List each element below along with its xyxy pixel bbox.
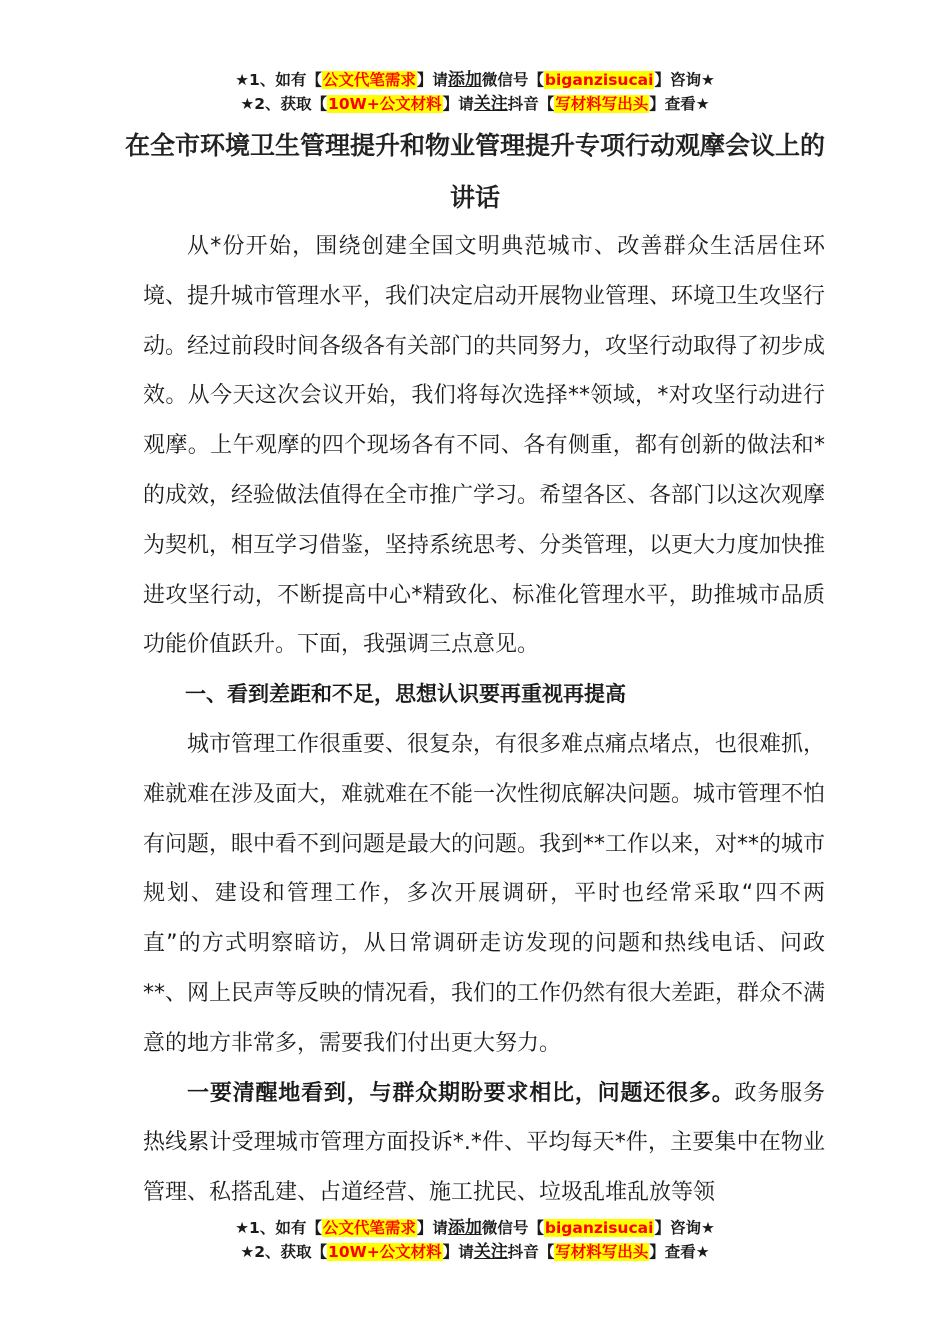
document-body xyxy=(143,222,825,1218)
promo-text: 抖音【 xyxy=(507,1243,555,1261)
promo-text: 微信号【 xyxy=(481,1219,544,1237)
promo-text: 】查看★ xyxy=(649,95,710,113)
promo-highlight: 公文代笔需求 xyxy=(322,1219,416,1237)
promo-banner-bottom xyxy=(0,1216,950,1264)
promo-highlight: 公文代笔需求 xyxy=(322,71,416,89)
promo-highlight: 10W+公文材料 xyxy=(328,1243,442,1261)
paragraph: 城市管理工作很重要、很复杂，有很多难点痛点堵点，也很难抓，难就难在涉及面大，难就难在不能一次性彻底解决问题。城市管理不怕有问题，眼中看不到问题是最大的问题。我到**工作以来，对**的城市规划、建设和管理工作，多次开展调研，平时也经常采取“四不两直”的方式明察暗访，从日常调研走访发现的问题和热线电话、问政**、网上民声等反映的情况看，我们的工作仍然有很大差距，群众不满意的地方非常多，需要我们付出更大努力。 xyxy=(143,731,826,1056)
promo-text: 微信号【 xyxy=(481,71,544,89)
paragraph-text: 政务服务热线累计受理城市管理方面投诉*.*件、平均每天*件，主要集中在物业管理、私搭乱建、占道经营、施工扰民、垃圾乱堆乱放等领 xyxy=(143,1080,825,1206)
paragraph xyxy=(143,1069,825,1218)
promo-underline: 关注 xyxy=(473,1242,508,1262)
promo-highlight: biganzisucai xyxy=(544,71,654,89)
promo-line-1 xyxy=(0,1216,950,1240)
promo-text: 】咨询★ xyxy=(654,1219,715,1237)
promo-text: ★1、如有【 xyxy=(235,1219,322,1237)
section-heading: 一、看到差距和不足，思想认识要再重视再提高 xyxy=(185,682,626,707)
promo-text: 】请 xyxy=(442,95,474,113)
paragraph-lead: 一要清醒地看到，与群众期盼要求相比，问题还很多。 xyxy=(187,1080,735,1106)
document-title: 在全市环境卫生管理提升和物业管理提升专项行动观摩会议上的讲话 xyxy=(124,131,825,212)
promo-highlight: 写材料写出头 xyxy=(555,95,649,113)
promo-text: ★2、获取【 xyxy=(240,95,328,113)
promo-line-2 xyxy=(0,1240,950,1264)
promo-text: ★1、如有【 xyxy=(235,71,322,89)
promo-banner-top xyxy=(0,68,950,116)
promo-text: 】咨询★ xyxy=(654,71,715,89)
promo-highlight: biganzisucai xyxy=(544,1219,654,1237)
promo-text: 】请 xyxy=(442,1243,474,1261)
promo-highlight: 10W+公文材料 xyxy=(328,95,442,113)
promo-text: 】请 xyxy=(416,71,448,89)
promo-underline: 关注 xyxy=(473,94,508,114)
promo-text: ★2、获取【 xyxy=(240,1243,328,1261)
promo-text: 】查看★ xyxy=(649,1243,710,1261)
promo-underline: 添加 xyxy=(447,1218,482,1238)
promo-line-2 xyxy=(0,92,950,116)
promo-underline: 添加 xyxy=(447,70,482,90)
promo-line-1 xyxy=(0,68,950,92)
promo-text: 抖音【 xyxy=(507,95,555,113)
promo-text: 】请 xyxy=(416,1219,448,1237)
paragraph: 从*份开始，围绕创建全国文明典范城市、改善群众生活居住环境、提升城市管理水平，我们决定启动开展物业管理、环境卫生攻坚行动。经过前段时间各级各有关部门的共同努力，攻坚行动取得了初步成效。从今天这次会议开始，我们将每次选择**领域，*对攻坚行动进行观摩。上午观摩的四个现场各有不同、各有侧重，都有创新的做法和*的成效，经验做法值得在全市推广学习。希望各区、各部门以这次观摩为契机，相互学习借鉴，坚持系统思考、分类管理，以更大力度加快推进攻坚行动，不断提高中心*精致化、标准化管理水平，助推城市品质功能价值跃升。下面，我强调三点意见。 xyxy=(143,234,826,658)
promo-highlight: 写材料写出头 xyxy=(555,1243,649,1261)
